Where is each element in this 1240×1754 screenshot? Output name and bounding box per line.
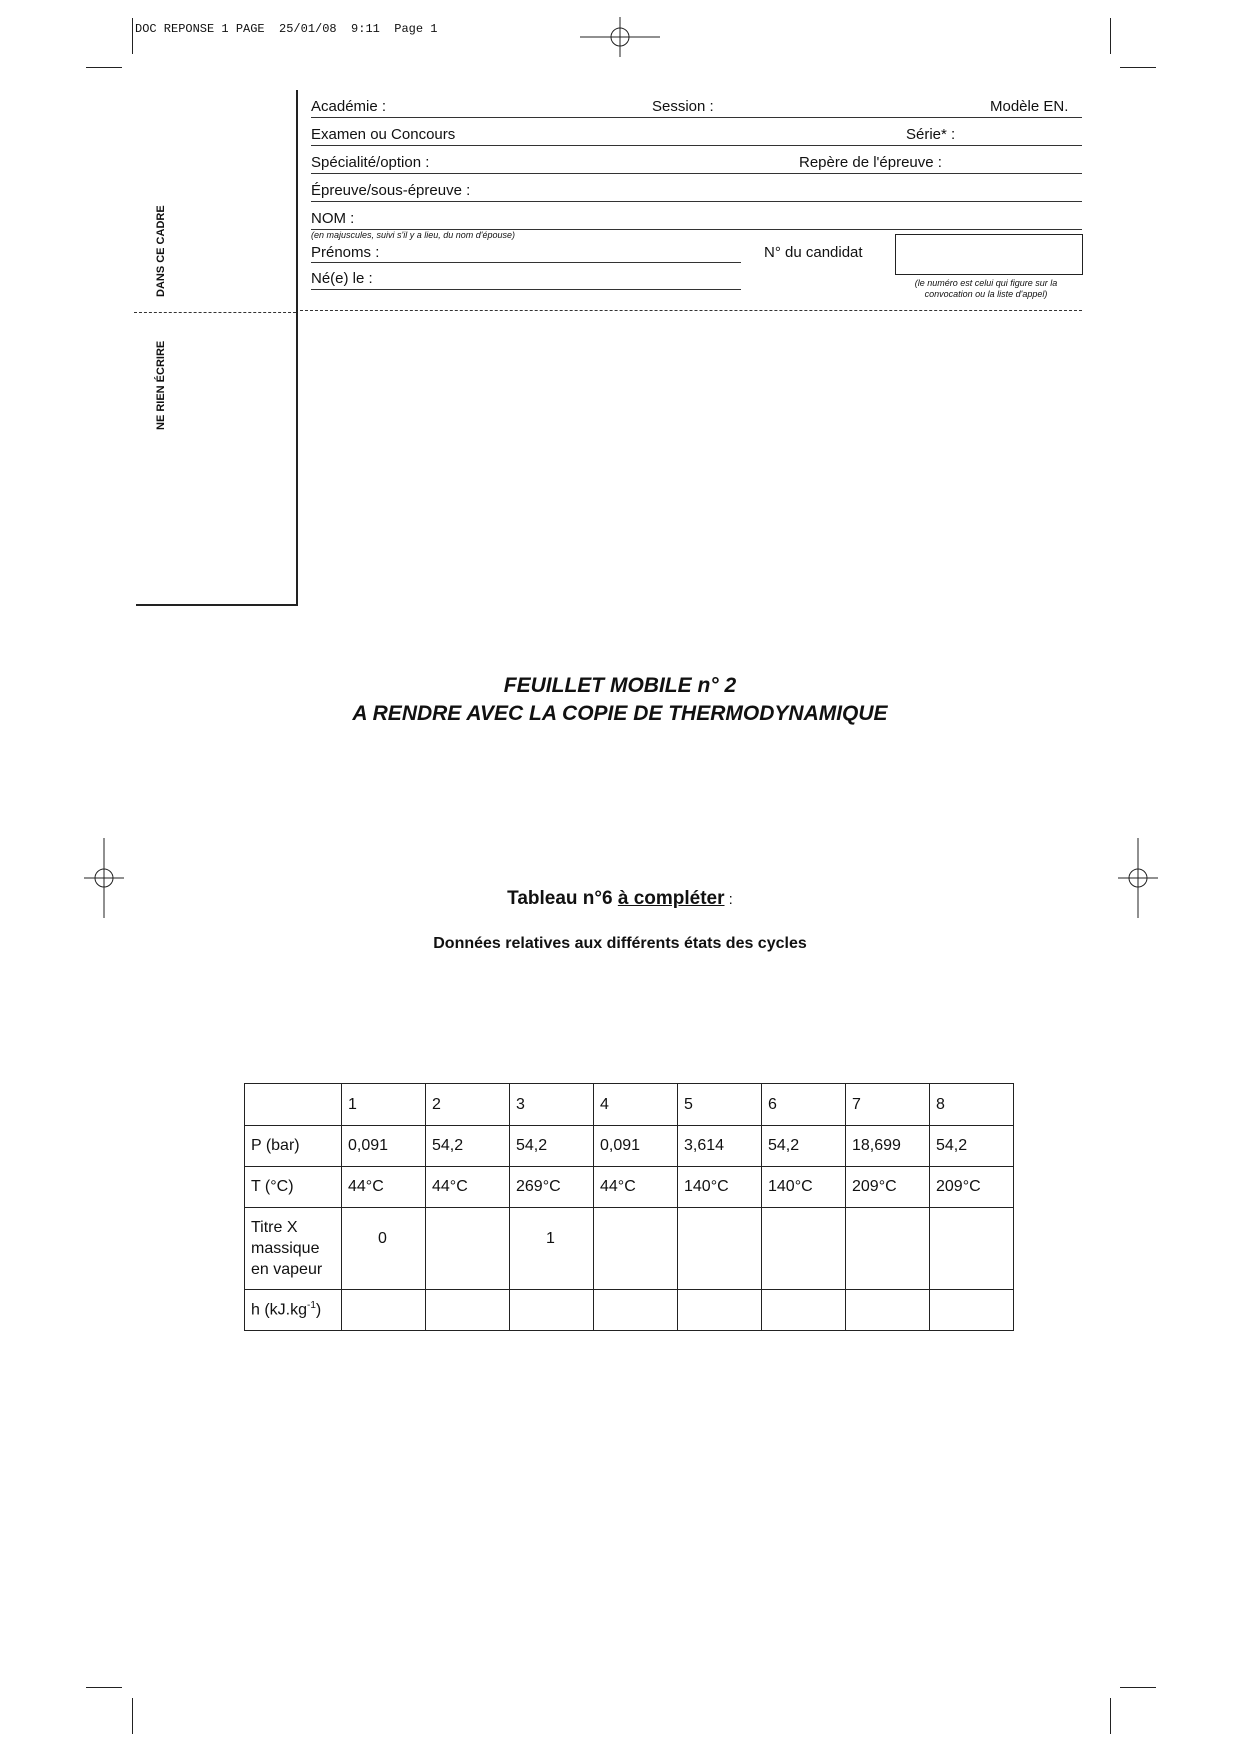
nom-label: NOM : — [311, 210, 355, 227]
pressure-cell: 0,091 — [342, 1126, 426, 1167]
candidat-note: (le numéro est celui qui figure sur la convocation ou la liste d'appel) — [914, 278, 1058, 299]
epreuve-line — [311, 201, 1082, 202]
nele-label: Né(e) le : — [311, 270, 373, 287]
academie-line — [311, 117, 1082, 118]
examen-line — [311, 145, 1082, 146]
registration-mark-top — [580, 17, 660, 57]
margin-label-bottom: NE RIEN ÉCRIRE — [155, 340, 167, 430]
serie-label: Série* : — [906, 126, 956, 143]
epreuve-label: Épreuve/sous-épreuve : — [311, 182, 471, 199]
nom-note: (en majuscules, suivi s'il y a lieu, du nom d'épouse) — [311, 230, 516, 240]
enthalpy-label: h (kJ.kg — [251, 1301, 308, 1319]
pressure-cell: 3,614 — [678, 1126, 762, 1167]
enthalpy-cell[interactable] — [930, 1290, 1014, 1331]
row-label-pressure: P (bar) — [245, 1126, 342, 1167]
enthalpy-cell[interactable] — [678, 1290, 762, 1331]
print-header: DOC REPONSE 1 PAGE 25/01/08 9:11 Page 1 — [135, 22, 438, 36]
margin-label-top: DANS CE CADRE — [155, 205, 167, 297]
enthalpy-cell[interactable] — [762, 1290, 846, 1331]
state-header: 1 — [342, 1084, 426, 1126]
vapor-quality-cell[interactable] — [678, 1208, 762, 1290]
enthalpy-cell[interactable] — [846, 1290, 930, 1331]
table-corner-cell — [245, 1084, 342, 1126]
heading-line-2: A RENDRE AVEC LA COPIE DE THERMODYNAMIQUE — [352, 702, 888, 725]
state-header: 7 — [846, 1084, 930, 1126]
temperature-cell: 209°C — [930, 1167, 1014, 1208]
vapor-quality-cell[interactable] — [594, 1208, 678, 1290]
repere-label: Repère de l'épreuve : — [799, 154, 942, 171]
table-header-row — [245, 1084, 1014, 1126]
vapor-quality-cell[interactable]: 0 — [342, 1208, 426, 1290]
specialite-line — [311, 173, 1082, 174]
table-subtitle: Données relatives aux différents états des cycles — [433, 935, 807, 952]
temperature-cell: 44°C — [342, 1167, 426, 1208]
heading-line-1: FEUILLET MOBILE n° 2 — [503, 674, 737, 697]
temperature-cell: 140°C — [678, 1167, 762, 1208]
vapor-quality-label-line: Titre X — [251, 1219, 298, 1236]
table-title — [0, 888, 1240, 910]
table-row-pressure — [245, 1126, 1014, 1167]
state-header: 3 — [510, 1084, 594, 1126]
table-row-temperature — [245, 1167, 1014, 1208]
enthalpy-cell[interactable] — [510, 1290, 594, 1331]
state-header: 5 — [678, 1084, 762, 1126]
fold-line-right — [300, 310, 1082, 311]
enthalpy-label-exponent: -1 — [307, 1300, 316, 1312]
enthalpy-cell[interactable] — [342, 1290, 426, 1331]
row-label-temperature: T (°C) — [245, 1167, 342, 1208]
examen-label: Examen ou Concours — [311, 126, 456, 143]
session-label: Session : — [652, 98, 714, 115]
vapor-quality-cell[interactable] — [930, 1208, 1014, 1290]
nele-line — [311, 289, 741, 290]
state-header: 8 — [930, 1084, 1014, 1126]
modele-label: Modèle EN. — [990, 98, 1069, 115]
vapor-quality-cell[interactable] — [762, 1208, 846, 1290]
vapor-quality-cell[interactable]: 1 — [510, 1208, 594, 1290]
table-title-underlined: à compléter — [617, 888, 725, 909]
enthalpy-cell[interactable] — [426, 1290, 510, 1331]
table-row-vapor-quality — [245, 1208, 1014, 1290]
state-header: 6 — [762, 1084, 846, 1126]
pressure-cell: 54,2 — [510, 1126, 594, 1167]
prenoms-label: Prénoms : — [311, 244, 380, 261]
enthalpy-label-end: ) — [315, 1301, 322, 1319]
pressure-cell: 0,091 — [594, 1126, 678, 1167]
temperature-cell: 44°C — [594, 1167, 678, 1208]
candidat-label: N° du candidat — [764, 244, 863, 261]
specialite-label: Spécialité/option : — [311, 154, 430, 171]
row-label-enthalpy — [245, 1290, 342, 1331]
vapor-quality-label-line: en vapeur — [251, 1261, 323, 1278]
table-title-prefix: Tableau n°6 — [507, 888, 613, 909]
temperature-cell: 209°C — [846, 1167, 930, 1208]
pressure-cell: 18,699 — [846, 1126, 930, 1167]
vapor-quality-cell[interactable] — [846, 1208, 930, 1290]
table-title-suffix: : — [724, 891, 733, 908]
table-row-enthalpy — [245, 1290, 1014, 1331]
cycle-states-table — [244, 1083, 1014, 1331]
enthalpy-cell[interactable] — [594, 1290, 678, 1331]
temperature-cell: 44°C — [426, 1167, 510, 1208]
pressure-cell: 54,2 — [930, 1126, 1014, 1167]
prenoms-line — [311, 262, 741, 263]
row-label-vapor-quality — [245, 1208, 342, 1290]
margin-frame-vertical — [296, 90, 298, 605]
fold-line-left — [134, 312, 296, 313]
vapor-quality-label-line: massique — [251, 1240, 320, 1257]
state-header: 4 — [594, 1084, 678, 1126]
temperature-cell: 269°C — [510, 1167, 594, 1208]
margin-frame-bottom — [136, 604, 298, 606]
vapor-quality-cell[interactable] — [426, 1208, 510, 1290]
temperature-cell: 140°C — [762, 1167, 846, 1208]
academie-label: Académie : — [311, 98, 387, 115]
pressure-cell: 54,2 — [762, 1126, 846, 1167]
pressure-cell: 54,2 — [426, 1126, 510, 1167]
candidate-number-box[interactable] — [895, 234, 1083, 275]
state-header: 2 — [426, 1084, 510, 1126]
